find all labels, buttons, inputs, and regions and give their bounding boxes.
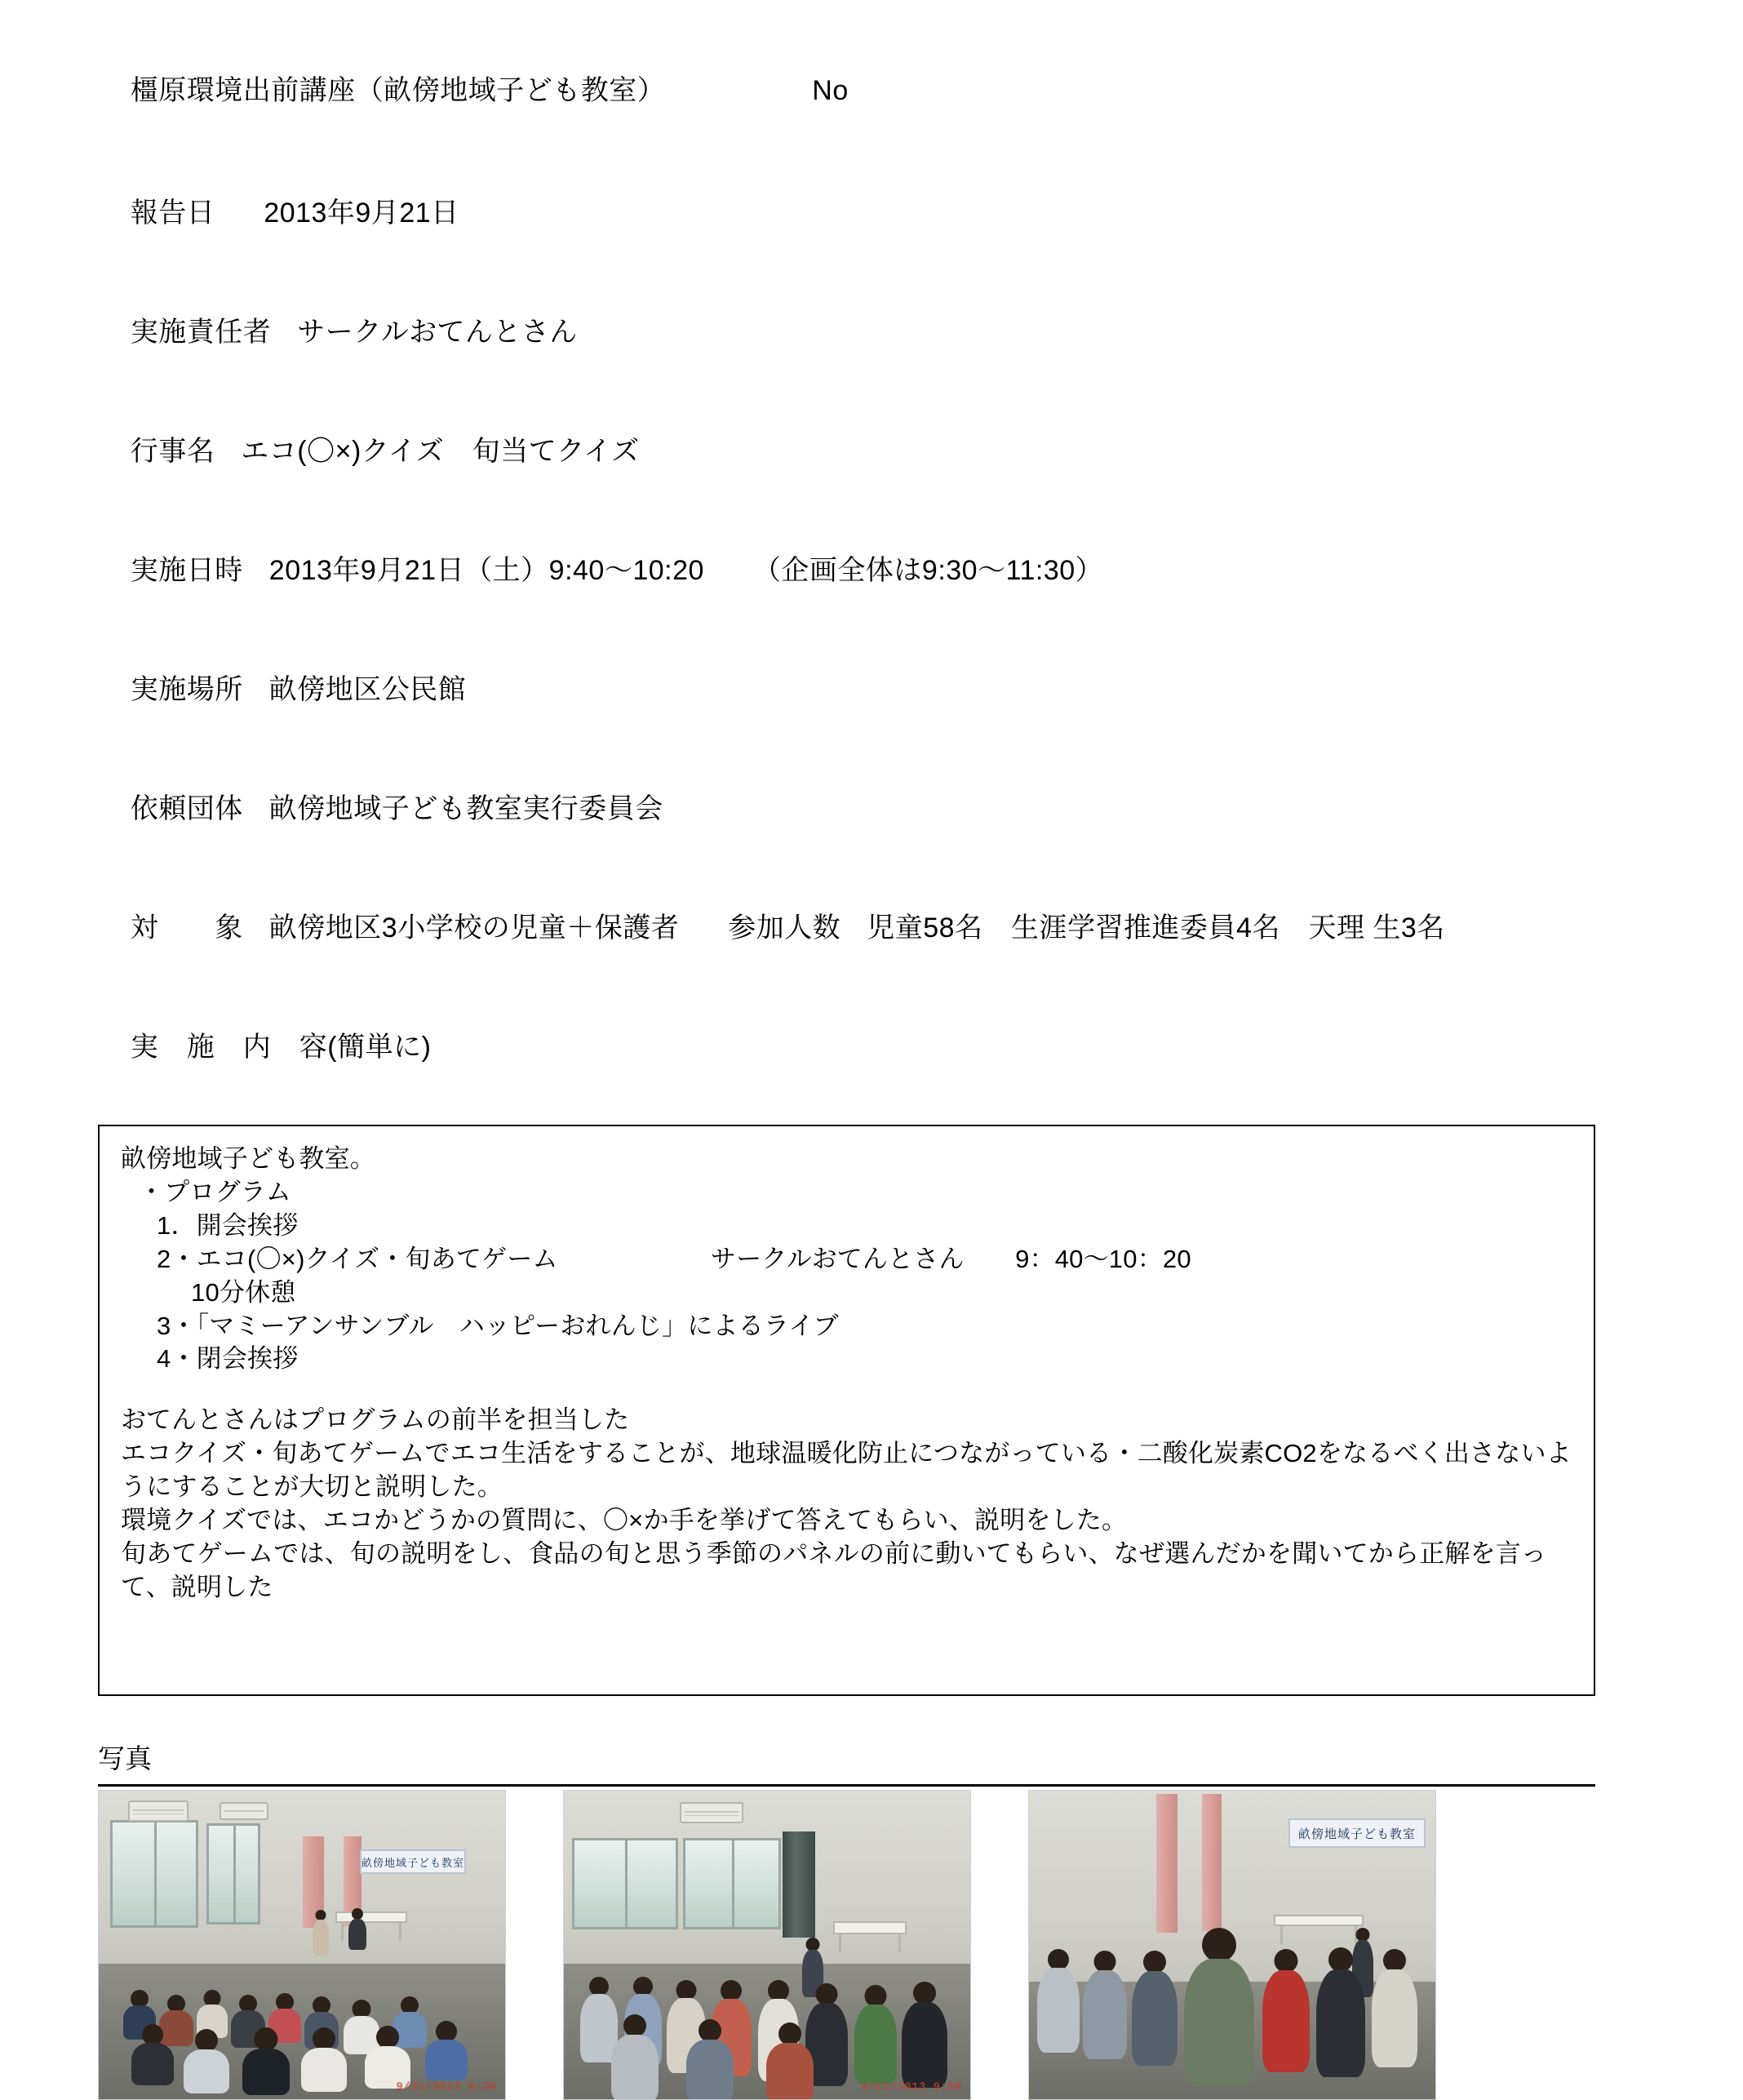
document-title-line [98,49,1653,132]
photo-3-banner: 畝傍地域子ども教室 [1288,1818,1426,1848]
content-line: 4・閉会挨拶 [157,1344,299,1374]
content-line: おてんとさんはプログラムの前半を担当した [121,1405,630,1435]
document-title: 橿原環境出前講座（畝傍地域子ども教室） [130,75,666,106]
field-event-name-label: 行事名 [130,436,215,467]
field-organizer-label: 依頼団体 [130,793,243,824]
content-line: 畝傍地域子ども教室。 [121,1144,375,1173]
content-box [98,1125,1595,1696]
photo-1-scene [99,1791,505,2099]
photo-2-timestamp: 9/21/2013 9:58 [861,2080,962,2093]
photo-1-banner: 畝傍地域子ども教室 [360,1849,466,1874]
field-content-heading-label: 実 施 内 容(簡単に) [130,1032,432,1063]
field-organizer-value: 畝傍地域子ども教室実行委員会 [268,793,663,824]
field-report-date [98,171,1653,255]
content-line: ・プログラム [139,1177,291,1206]
field-datetime-note: （企画全体は9:30〜11:30） [752,555,1104,586]
field-datetime-label: 実施日時 [130,555,243,586]
content-line: 旬あてゲームでは、旬の説明をし、食品の旬と思う季節のパネルの前に動いてもらい、なぜ選んだかを聞いてから正解を言って、説明した [121,1538,1547,1601]
photos-row [98,1790,1653,2100]
field-event-name-value: エコ(〇×)クイズ 旬当てクイズ [241,436,640,467]
photo-2-scene [564,1791,970,2099]
field-responsible [98,291,1653,374]
field-attendance-label: 参加人数 [728,912,841,943]
content-line: エコクイズ・旬あてゲームでエコ生活をすることが、地球温暖化防止につながっている・二酸化炭素CO2をなるべく出さないようにすることが大切と説明した。 [121,1439,1572,1502]
content-line: 10分休憩 [191,1277,296,1307]
field-audience [98,886,1653,970]
content-line: 3・「マミーアンサンブル ハッピーおれんじ」によるライブ [157,1311,839,1340]
bottom-divider [98,1784,1595,1787]
field-venue [98,648,1653,731]
photo-3-scene [1029,1791,1435,2099]
photo-1 [98,1790,506,2100]
field-audience-value: 畝傍地区3小学校の児童＋保護者 [268,912,680,943]
field-datetime [98,529,1653,612]
field-responsible-label: 実施責任者 [130,317,272,348]
content-line: 環境クイズでは、エコかどうかの質問に、〇×か手を挙げて答えてもらい、説明をした。 [121,1506,1128,1535]
content-spacer [121,1376,1572,1404]
photo-1-timestamp: 9/21/2013 9:38 [396,2080,497,2093]
field-event-name [98,410,1653,493]
field-report-date-label: 報告日 [130,198,215,229]
content-line: 1．開会挨拶 [157,1210,299,1240]
photo-2 [563,1790,971,2100]
field-report-date-value: 2013年9月21日 [264,198,459,229]
field-responsible-value: サークルおてんとさん [297,317,578,348]
field-datetime-value: 2013年9月21日（土）9:40〜10:20 [268,555,704,586]
photo-3 [1028,1790,1436,2100]
document-no-label: No [812,75,849,106]
field-venue-label: 実施場所 [130,674,243,705]
photos-label: 写真 [98,1743,152,1774]
field-audience-label: 対 象 [130,912,243,943]
content-line: 2・エコ(〇×)クイズ・旬あてゲーム サークルおてんとさん 9：40〜10：20 [157,1244,1191,1273]
field-organizer [98,767,1653,850]
field-attendance-value: 児童58名 生涯学習推進委員4名 天理 生3名 [867,912,1445,943]
field-content-heading [98,1006,1653,1089]
field-venue-value: 畝傍地区公民館 [268,674,467,705]
